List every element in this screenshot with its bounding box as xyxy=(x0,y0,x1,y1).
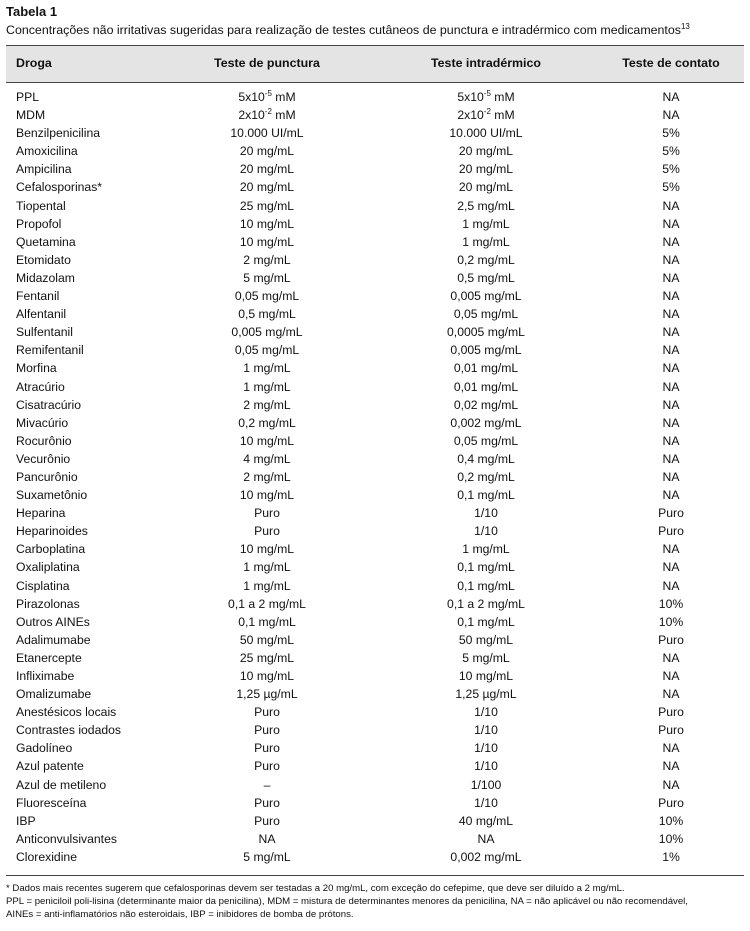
table-row xyxy=(6,305,744,323)
cell-droga: Contrastes iodados xyxy=(16,723,122,738)
cell-droga: Adalimumabe xyxy=(16,632,91,647)
cell-contato: NA xyxy=(662,469,680,484)
cell-droga: Clorexidine xyxy=(16,849,77,864)
cell-punctura: Puro xyxy=(254,506,280,521)
cell-droga: Vecurônio xyxy=(16,451,71,466)
cell-droga: IBP xyxy=(16,813,36,828)
footnote-abbreviations-cont: AINEs = anti-inflamatórios não esteroidais, IBP = inibidores de bomba de prótons. xyxy=(6,909,354,920)
table-row xyxy=(6,504,744,522)
table-bottom-rule xyxy=(6,875,744,876)
table-header xyxy=(6,45,744,83)
cell-droga: Midazolam xyxy=(16,270,75,285)
cell-punctura: 0,05 mg/mL xyxy=(234,343,300,358)
cell-intradermico: 1 mg/mL xyxy=(462,216,510,231)
cell-intradermico: 0,01 mg/mL xyxy=(453,361,519,376)
column-header-punctura: Teste de punctura xyxy=(214,56,320,70)
cell-droga: Cisplatina xyxy=(16,578,70,593)
table-footnotes xyxy=(6,882,748,921)
cell-intradermico: 1/10 xyxy=(474,506,498,521)
cell-punctura: 20 mg/mL xyxy=(239,162,295,177)
table-row xyxy=(6,142,744,160)
cell-intradermico: 20 mg/mL xyxy=(458,180,514,195)
cell-droga: Etomidato xyxy=(16,252,71,267)
cell-punctura: Puro xyxy=(254,741,280,756)
cell-droga: Azul de metileno xyxy=(16,777,107,792)
cell-intradermico: 50 mg/mL xyxy=(458,632,514,647)
cell-droga: Carboplatina xyxy=(16,542,86,557)
cell-intradermico: 0,02 mg/mL xyxy=(453,397,519,412)
cell-intradermico: 20 mg/mL xyxy=(458,144,514,159)
table-row xyxy=(6,269,744,287)
cell-punctura: 10 mg/mL xyxy=(239,234,295,249)
table-row xyxy=(6,323,744,341)
table-row xyxy=(6,794,744,812)
cell-contato: 10% xyxy=(658,614,684,629)
cell-droga: Pancurônio xyxy=(16,469,78,484)
cell-intradermico: 20 mg/mL xyxy=(458,162,514,177)
cell-contato: NA xyxy=(662,361,680,376)
cell-punctura: Puro xyxy=(254,723,280,738)
cell-punctura: 1 mg/mL xyxy=(243,379,291,394)
cell-droga: Atracúrio xyxy=(16,379,65,394)
cell-droga: Remifentanil xyxy=(16,343,84,358)
cell-punctura: 1 mg/mL xyxy=(243,560,291,575)
table-row xyxy=(6,178,744,196)
cell-droga: Outros AINEs xyxy=(16,614,90,629)
cell-intradermico: $5x10^{-5}$ mM xyxy=(457,89,515,104)
cell-droga: MDM xyxy=(16,108,46,123)
caption-reference: 13 xyxy=(680,22,690,31)
cell-punctura: 10 mg/mL xyxy=(239,542,295,557)
cell-punctura: $2x10^{-2}$ mM xyxy=(238,107,296,123)
cell-contato: NA xyxy=(662,379,680,394)
cell-contato: NA xyxy=(662,488,680,503)
table-row xyxy=(6,414,744,432)
cell-droga: Mivacúrio xyxy=(16,415,69,430)
cell-intradermico: 0,0005 mg/mL xyxy=(447,325,525,340)
cell-contato: NA xyxy=(662,415,680,430)
cell-punctura: 0,2 mg/mL xyxy=(238,415,296,430)
cell-contato: 10% xyxy=(658,596,684,611)
cell-contato: NA xyxy=(662,343,680,358)
cell-droga: Morfina xyxy=(16,361,57,376)
cell-contato: NA xyxy=(662,397,680,412)
table-row xyxy=(6,88,744,106)
table-row xyxy=(6,522,744,540)
cell-droga: Fluoresceína xyxy=(16,795,87,810)
cell-contato: NA xyxy=(662,198,680,213)
cell-contato: 5% xyxy=(662,126,680,141)
cell-contato: Puro xyxy=(658,524,684,539)
cell-intradermico: 0,005 mg/mL xyxy=(450,289,522,304)
cell-punctura: NA xyxy=(258,831,276,846)
cell-contato: NA xyxy=(662,216,680,231)
cell-intradermico: 0,05 mg/mL xyxy=(453,433,519,448)
cell-droga: Etanercepte xyxy=(16,650,82,665)
cell-droga: Omalizumabe xyxy=(16,687,92,702)
cell-contato: Puro xyxy=(658,506,684,521)
cell-punctura: 0,1 a 2 mg/mL xyxy=(228,596,306,611)
cell-punctura: Puro xyxy=(254,524,280,539)
cell-droga: Propofol xyxy=(16,216,62,231)
cell-punctura: 10 mg/mL xyxy=(239,216,295,231)
cell-contato: Puro xyxy=(658,632,684,647)
cell-intradermico: 0,002 mg/mL xyxy=(450,415,522,430)
cell-punctura: Puro xyxy=(254,813,280,828)
cell-droga: Sulfentanil xyxy=(16,325,73,340)
cell-punctura: 10 mg/mL xyxy=(239,669,295,683)
table-row xyxy=(6,378,744,396)
cell-punctura: – xyxy=(263,777,271,792)
table-row xyxy=(6,613,744,631)
table-row xyxy=(6,124,744,142)
table-row xyxy=(6,685,744,703)
footnote-cefalosporinas: * Dados mais recentes sugerem que cefalosporinas devem ser testadas a 20 mg/mL, com exceção do cefepime, que deve ser diluído a 2 mg/mL. xyxy=(6,883,625,894)
cell-droga: Tiopental xyxy=(16,198,66,213)
cell-punctura: 5 mg/mL xyxy=(243,849,291,864)
cell-intradermico: 40 mg/mL xyxy=(458,813,514,828)
cell-droga: Quetamina xyxy=(16,234,76,249)
cell-punctura: 5 mg/mL xyxy=(243,270,291,285)
cell-punctura: 50 mg/mL xyxy=(239,632,295,647)
cell-intradermico: $2x10^{-2}$ mM xyxy=(457,107,515,123)
cell-droga: Rocurônio xyxy=(16,433,72,448)
table-row xyxy=(6,631,744,649)
cell-punctura: 0,5 mg/mL xyxy=(238,307,296,322)
cell-intradermico: 0,05 mg/mL xyxy=(453,307,519,322)
cell-contato: Puro xyxy=(658,705,684,720)
cell-droga: Infliximabe xyxy=(16,669,75,683)
cell-droga: Suxametônio xyxy=(16,488,88,503)
cell-intradermico: 0,1 mg/mL xyxy=(457,560,515,575)
cell-punctura: 25 mg/mL xyxy=(239,650,295,665)
table-row xyxy=(6,215,744,233)
table-row xyxy=(6,233,744,251)
table-row xyxy=(6,486,744,504)
cell-contato: Puro xyxy=(658,795,684,810)
cell-droga: Oxaliplatina xyxy=(16,560,80,575)
cell-intradermico: 1,25 µg/mL xyxy=(455,687,517,702)
cell-droga: PPL xyxy=(16,90,40,104)
cell-contato: NA xyxy=(662,669,680,683)
cell-contato: NA xyxy=(662,560,680,575)
cell-contato: 10% xyxy=(658,831,684,846)
table-caption xyxy=(6,22,690,38)
cell-punctura: 10 mg/mL xyxy=(239,433,295,448)
cell-contato: 10% xyxy=(658,813,684,828)
cell-contato: NA xyxy=(662,270,680,285)
table-row xyxy=(6,106,744,124)
cell-intradermico: 1 mg/mL xyxy=(462,234,510,249)
cell-punctura: 0,1 mg/mL xyxy=(238,614,296,629)
cell-contato: NA xyxy=(662,542,680,557)
cell-droga: Cefalosporinas* xyxy=(16,180,103,195)
cell-punctura: 20 mg/mL xyxy=(239,180,295,195)
cell-contato: NA xyxy=(662,759,680,774)
table-row xyxy=(6,450,744,468)
table-row xyxy=(6,160,744,178)
table-row xyxy=(6,287,744,305)
table-row xyxy=(6,757,744,775)
cell-punctura: $5x10^{-5}$ mM xyxy=(238,89,296,104)
table-row xyxy=(6,595,744,613)
cell-intradermico: 10.000 UI/mL xyxy=(449,126,523,141)
cell-contato: NA xyxy=(662,307,680,322)
cell-intradermico: 0,1 mg/mL xyxy=(457,614,515,629)
cell-intradermico: 1/10 xyxy=(474,795,498,810)
cell-droga: Benzilpenicilina xyxy=(16,126,101,141)
table-row xyxy=(6,577,744,595)
cell-droga: Heparinoides xyxy=(16,524,88,539)
table-row xyxy=(6,649,744,667)
table-row xyxy=(6,848,744,866)
cell-contato: NA xyxy=(662,777,680,792)
cell-intradermico: 0,002 mg/mL xyxy=(450,849,522,864)
cell-intradermico: 2,5 mg/mL xyxy=(457,198,515,213)
data-table xyxy=(6,45,744,866)
column-header-contato: Teste de contato xyxy=(622,56,720,70)
cell-contato: NA xyxy=(662,289,680,304)
cell-intradermico: 0,4 mg/mL xyxy=(457,451,515,466)
cell-contato: NA xyxy=(662,234,680,249)
cell-intradermico: 0,2 mg/mL xyxy=(457,469,515,484)
cell-punctura: 2 mg/mL xyxy=(243,397,291,412)
table-row xyxy=(6,432,744,450)
cell-contato: 5% xyxy=(662,162,680,177)
cell-intradermico: 1/10 xyxy=(474,741,498,756)
table-row xyxy=(6,812,744,830)
cell-intradermico: 1 mg/mL xyxy=(462,542,510,557)
cell-intradermico: 10 mg/mL xyxy=(458,669,514,683)
cell-intradermico: 0,1 a 2 mg/mL xyxy=(447,596,525,611)
table-row xyxy=(6,739,744,757)
cell-punctura: 0,05 mg/mL xyxy=(234,289,300,304)
footnote-abbreviations: PPL = peniciloil poli-lisina (determinante maior da penicilina), MDM = mistura de determinantes menores da penicilina, NA = não aplicável ou não recomendável, xyxy=(6,896,688,907)
cell-droga: Ampicilina xyxy=(16,162,72,177)
table-row xyxy=(6,830,744,848)
table-row xyxy=(6,396,744,414)
cell-droga: Fentanil xyxy=(16,289,60,304)
cell-punctura: 4 mg/mL xyxy=(243,451,291,466)
cell-intradermico: 5 mg/mL xyxy=(462,650,510,665)
table-row xyxy=(6,721,744,739)
table-row xyxy=(6,776,744,794)
cell-punctura: 1,25 µg/mL xyxy=(236,687,298,702)
cell-punctura: Puro xyxy=(254,759,280,774)
cell-punctura: 10 mg/mL xyxy=(239,488,295,503)
cell-intradermico: 0,2 mg/mL xyxy=(457,252,515,267)
cell-droga: Azul patente xyxy=(16,759,84,774)
caption-text: Concentrações não irritativas sugeridas para realização de testes cutâneos de punctura e intradérmico com medicamentos xyxy=(6,23,681,37)
cell-punctura: Puro xyxy=(254,795,280,810)
cell-intradermico: 1/100 xyxy=(470,777,502,792)
cell-punctura: 25 mg/mL xyxy=(239,198,295,213)
cell-intradermico: NA xyxy=(477,831,495,846)
cell-contato: NA xyxy=(662,252,680,267)
cell-droga: Anestésicos locais xyxy=(16,705,117,720)
cell-contato: NA xyxy=(662,433,680,448)
cell-punctura: Puro xyxy=(254,705,280,720)
table-row xyxy=(6,703,744,721)
table-body xyxy=(6,83,744,866)
cell-droga: Pirazolonas xyxy=(16,596,80,611)
cell-intradermico: 0,5 mg/mL xyxy=(457,270,515,285)
cell-contato: NA xyxy=(662,325,680,340)
cell-intradermico: 0,005 mg/mL xyxy=(450,343,522,358)
table-row xyxy=(6,341,744,359)
table-row xyxy=(6,251,744,269)
cell-droga: Anticonvulsivantes xyxy=(16,831,117,846)
cell-contato: Puro xyxy=(658,723,684,738)
cell-intradermico: 0,1 mg/mL xyxy=(457,578,515,593)
cell-droga: Cisatracúrio xyxy=(16,397,82,412)
cell-intradermico: 1/10 xyxy=(474,723,498,738)
cell-punctura: 1 mg/mL xyxy=(243,361,291,376)
cell-droga: Heparina xyxy=(16,506,66,521)
cell-contato: NA xyxy=(662,108,680,123)
cell-punctura: 2 mg/mL xyxy=(243,252,291,267)
cell-intradermico: 1/10 xyxy=(474,705,498,720)
table-row xyxy=(6,197,744,215)
cell-punctura: 0,005 mg/mL xyxy=(231,325,303,340)
column-header-intradermico: Teste intradérmico xyxy=(431,56,541,70)
cell-droga: Amoxicilina xyxy=(16,144,78,159)
cell-punctura: 10.000 UI/mL xyxy=(230,126,304,141)
cell-contato: NA xyxy=(662,687,680,702)
cell-contato: NA xyxy=(662,451,680,466)
cell-intradermico: 0,1 mg/mL xyxy=(457,488,515,503)
table-row xyxy=(6,468,744,486)
cell-intradermico: 1/10 xyxy=(474,524,498,539)
table-row xyxy=(6,667,744,685)
cell-intradermico: 0,01 mg/mL xyxy=(453,379,519,394)
cell-contato: 1% xyxy=(662,849,680,864)
cell-droga: Alfentanil xyxy=(16,307,67,322)
cell-contato: 5% xyxy=(662,144,680,159)
cell-droga: Gadolíneo xyxy=(16,741,73,756)
table-row xyxy=(6,540,744,558)
cell-contato: NA xyxy=(662,578,680,593)
cell-punctura: 20 mg/mL xyxy=(239,144,295,159)
table-row xyxy=(6,558,744,576)
cell-contato: 5% xyxy=(662,180,680,195)
cell-contato: NA xyxy=(662,650,680,665)
cell-contato: NA xyxy=(662,90,680,104)
table-label: Tabela 1 xyxy=(6,4,58,19)
table-row xyxy=(6,359,744,377)
cell-contato: NA xyxy=(662,741,680,756)
column-header-droga: Droga xyxy=(16,56,52,70)
cell-intradermico: 1/10 xyxy=(474,759,498,774)
cell-punctura: 2 mg/mL xyxy=(243,469,291,484)
cell-punctura: 1 mg/mL xyxy=(243,578,291,593)
